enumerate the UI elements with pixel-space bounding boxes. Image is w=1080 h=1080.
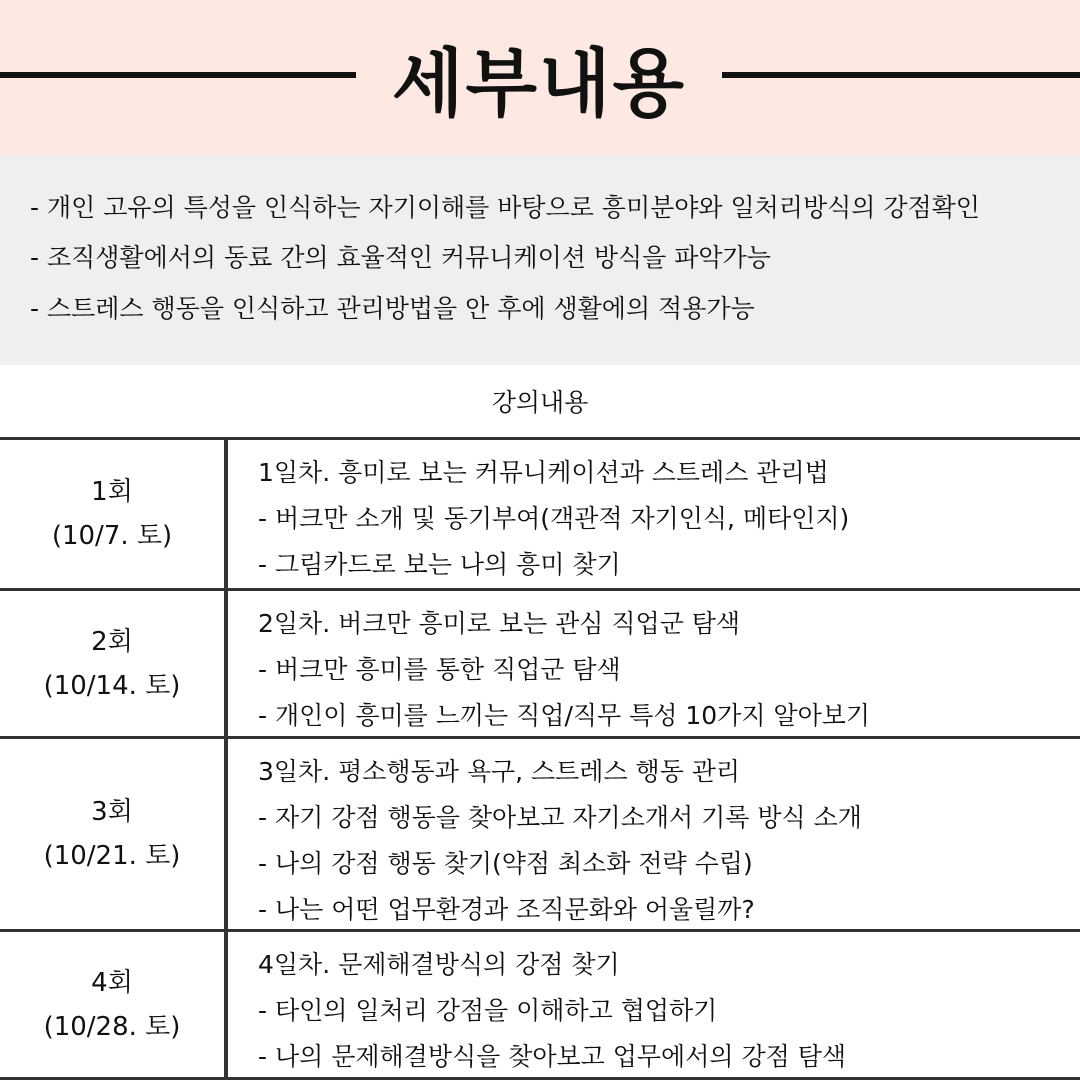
- summary-box: [0, 155, 1080, 365]
- session-label: [0, 591, 224, 736]
- session-content: [258, 601, 1070, 739]
- session-date: (10/28. 토): [43, 1011, 181, 1042]
- header-rule-left: [0, 72, 356, 78]
- summary-item: - 조직생활에서의 동료 간의 효율적인 커뮤니케이션 방식을 파악가능: [30, 243, 771, 272]
- session-content: [258, 942, 1070, 1080]
- session-number: 4회: [91, 967, 133, 998]
- table-row: [0, 739, 1080, 929]
- session-date: (10/7. 토): [51, 521, 173, 551]
- header-rule-right: [722, 72, 1080, 78]
- session-date: (10/21. 토): [43, 841, 181, 871]
- session-content: [258, 450, 1070, 588]
- session-detail: - 자기 강점 행동을 찾아보고 자기소개서 기록 방식 소개: [258, 803, 862, 832]
- section-title: 강의내용: [491, 388, 589, 417]
- page-title: 세부내용: [392, 40, 686, 127]
- schedule-table: [0, 437, 1080, 1080]
- session-number: 1회: [91, 477, 133, 507]
- session-detail: - 버크만 소개 및 동기부여(객관적 자기인식, 메타인지): [258, 504, 850, 533]
- session-detail: - 개인이 흥미를 느끼는 직업/직무 특성 10가지 알아보기: [258, 701, 871, 730]
- session-heading: 3일차. 평소행동과 욕구, 스트레스 행동 관리: [258, 757, 741, 786]
- session-content: [258, 749, 1070, 933]
- session-heading: 4일차. 문제해결방식의 강점 찾기: [258, 950, 620, 979]
- session-detail: - 버크만 흥미를 통한 직업군 탐색: [258, 655, 621, 684]
- summary-item: - 개인 고유의 특성을 인식하는 자기이해를 바탕으로 흥미분야와 일처리방식의 강점확인: [30, 193, 980, 222]
- session-detail: - 타인의 일처리 강점을 이해하고 협업하기: [258, 996, 718, 1025]
- session-detail: - 나의 강점 행동 찾기(약점 최소화 전략 수립): [258, 849, 753, 878]
- session-detail: - 나의 문제해결방식을 찾아보고 업무에서의 강점 탐색: [258, 1042, 847, 1071]
- session-label: [0, 440, 224, 588]
- session-detail: - 나는 어떤 업무환경과 조직문화와 어울릴까?: [258, 895, 755, 924]
- session-label: [0, 739, 224, 929]
- session-number: 3회: [91, 797, 133, 827]
- header-banner: [0, 0, 1080, 155]
- session-date: (10/14. 토): [43, 670, 181, 701]
- session-label: [0, 932, 224, 1077]
- session-detail: - 그림카드로 보는 나의 흥미 찾기: [258, 550, 621, 579]
- summary-item: - 스트레스 행동을 인식하고 관리방법을 안 후에 생활에의 적용가능: [30, 294, 755, 323]
- table-row: [0, 440, 1080, 588]
- table-row: [0, 932, 1080, 1077]
- session-number: 2회: [91, 626, 133, 657]
- session-heading: 1일차. 흥미로 보는 커뮤니케이션과 스트레스 관리법: [258, 458, 829, 487]
- session-heading: 2일차. 버크만 흥미로 보는 관심 직업군 탐색: [258, 609, 741, 638]
- table-row: [0, 591, 1080, 736]
